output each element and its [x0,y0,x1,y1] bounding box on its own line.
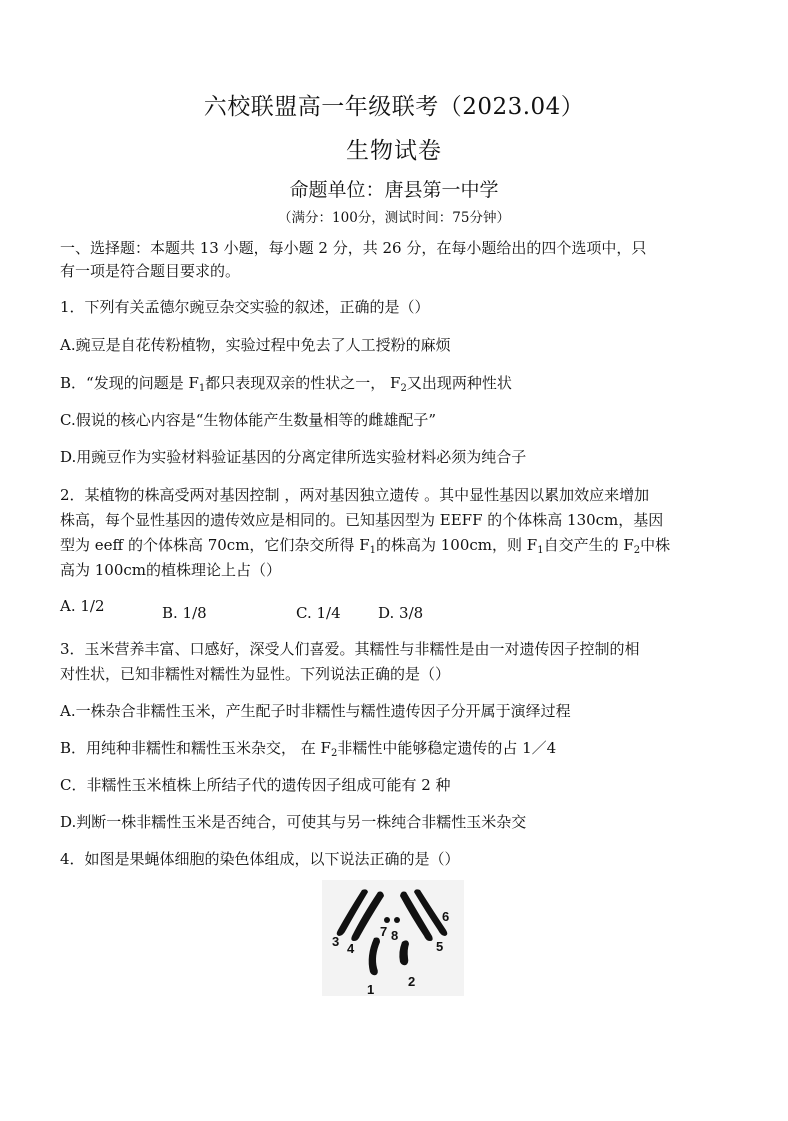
q3-stem-line2: 对性状，已知非糯性对糯性为显性。下列说法正确的是（） [60,665,451,683]
section-instructions-line2: 有一项是符合题目要求的。 [60,262,241,280]
figure-label-1: 1 [367,982,375,996]
figure-label-5: 5 [436,939,444,954]
q3-option-a: A.一株杂合非糯性玉米，产生配子时非糯性与糯性遗传因子分开属于演绎过程 [60,702,571,720]
q1-option-a: A.豌豆是自花传粉植物，实验过程中免去了人工授粉的麻烦 [60,336,451,354]
figure-label-4: 4 [347,941,355,956]
exam-unit: 命题单位：唐县第一中学 [289,179,499,201]
chromosome-drawing [322,880,464,996]
figure-label-2: 2 [408,974,416,989]
q2-option-c: C. 1/4 [296,604,341,622]
q3-option-d: D.判断一株非糯性玉米是否纯合，可使其与另一株纯合非糯性玉米杂交 [60,813,527,831]
chromosome-figure [322,880,464,996]
exam-subject: 生物试卷 [346,138,442,164]
q2-stem-line1: 2．某植物的株高受两对基因控制 ，两对基因独立遗传 。其中显性基因以累加效应来增加 [60,486,650,504]
section-instructions-line1: 一、选择题：本题共 13 小题，每小题 2 分，共 26 分，在每小题给出的四个选项中，只 [60,239,647,257]
q1-option-c: C.假说的核心内容是“生物体能产生数量相等的雌雄配子” [60,411,437,429]
figure-label-8: 8 [391,928,399,943]
figure-label-6: 6 [442,909,450,924]
exam-meta: （满分：100分，测试时间：75分钟） [278,210,510,226]
q1-option-d: D.用豌豆作为实验材料验证基因的分离定律所选实验材料必须为纯合子 [60,448,527,466]
q4-stem: 4．如图是果蝇体细胞的染色体组成，以下说法正确的是（） [60,850,460,868]
q2-stem-line2: 株高，每个显性基因的遗传效应是相同的。已知基因型为 EEFF 的个体株高 130cm，基因 [60,511,664,529]
figure-label-3: 3 [332,934,340,949]
q3-option-b: B．用纯种非糯性和糯性玉米杂交， 在 $F_2$非糯性中能够稳定遗传的占 1／4 [60,739,557,759]
q2-option-a: A. 1/2 [60,597,105,615]
exam-title: 六校联盟高一年级联考（2023.04） [203,94,585,120]
q1-option-b: B．“发现的问题是 $F_1$都只表现双亲的性状之一， $F_2$又出现两种性状 [60,374,512,394]
q2-option-d: D. 3/8 [378,604,424,622]
chromosome-7 [384,917,390,923]
q1-stem: 1．下列有关孟德尔豌豆杂交实验的叙述，正确的是（） [60,298,430,316]
q2-stem-line3: 型为 eeff 的个体株高 70cm，它们杂交所得 $F_1$的株高为 100cm，则 $F_1$自交产生的 $F_2$中株 [60,536,671,556]
q2-stem-line4: 高为 100cm的植株理论上占（） [60,561,282,579]
chromosome-8 [394,917,400,923]
figure-label-7: 7 [380,924,388,939]
q2-option-b: B. 1/8 [162,604,207,622]
q3-option-c: C．非糯性玉米植株上所结子代的遗传因子组成可能有 2 种 [60,776,451,794]
q3-stem-line1: 3．玉米营养丰富、口感好，深受人们喜爱。其糯性与非糯性是由一对遗传因子控制的相 [60,640,640,658]
